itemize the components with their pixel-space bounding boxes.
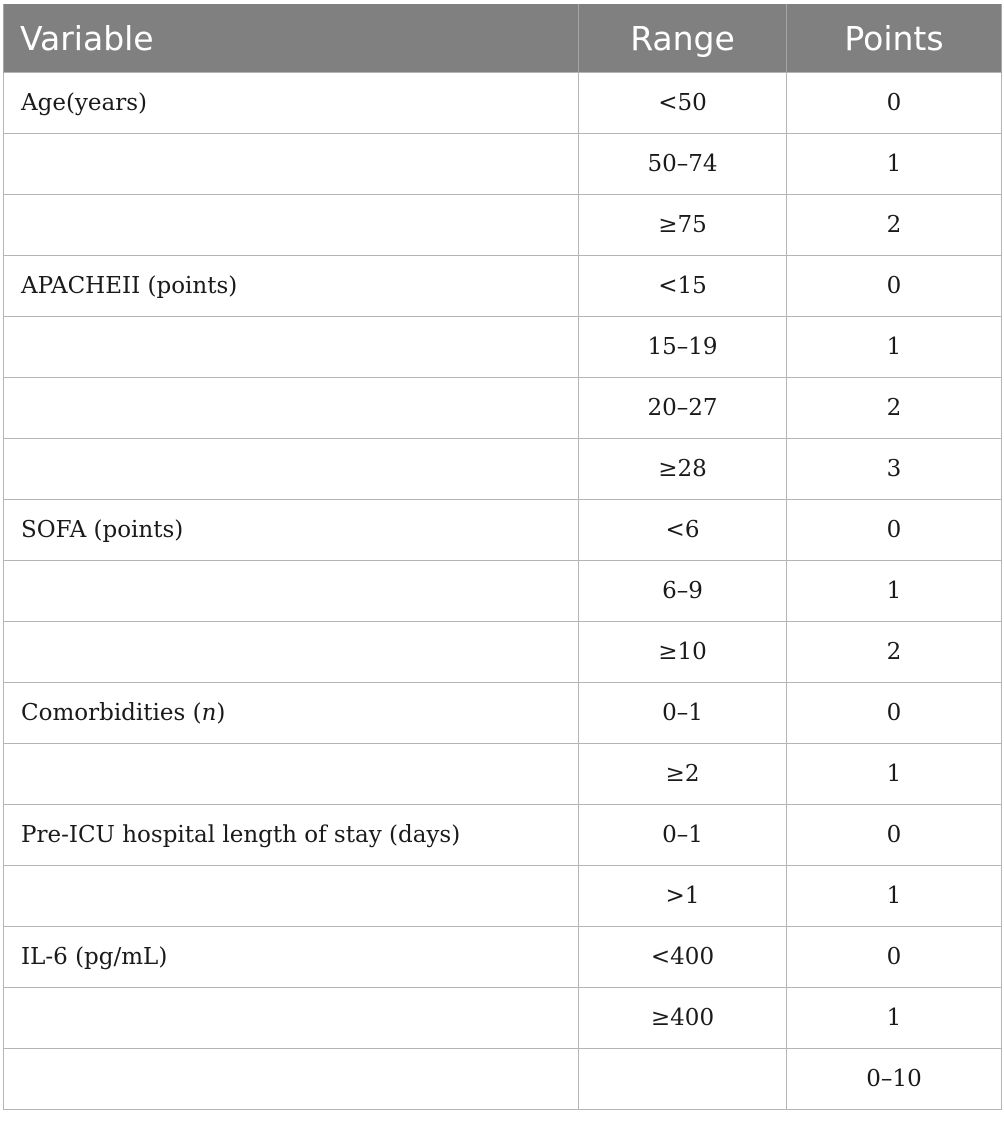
- table-row: [4, 927, 1002, 988]
- table-row: [4, 256, 1002, 317]
- cell-variable: [4, 561, 579, 622]
- table-row: [4, 378, 1002, 439]
- cell-range: 0–1: [579, 805, 787, 866]
- cell-range: 20–27: [579, 378, 787, 439]
- header-points: Points: [787, 4, 1002, 73]
- cell-points: 0: [787, 500, 1002, 561]
- table-row: [4, 622, 1002, 683]
- table-row: [4, 866, 1002, 927]
- cell-variable: [4, 439, 579, 500]
- cell-variable: SOFA (points): [4, 500, 579, 561]
- table-row: [4, 744, 1002, 805]
- cell-range: 6–9: [579, 561, 787, 622]
- cell-range: <15: [579, 256, 787, 317]
- header-variable: Variable: [4, 4, 579, 73]
- cell-points-total: 0–10: [787, 1049, 1002, 1110]
- cell-range: >1: [579, 866, 787, 927]
- cell-points: 0: [787, 683, 1002, 744]
- cell-range: <400: [579, 927, 787, 988]
- cell-variable: [4, 378, 579, 439]
- table-row: [4, 805, 1002, 866]
- cell-range: <50: [579, 73, 787, 134]
- cell-points: 2: [787, 378, 1002, 439]
- cell-variable: Age(years): [4, 73, 579, 134]
- cell-range: 15–19: [579, 317, 787, 378]
- cell-range: [579, 1049, 787, 1110]
- table-body: [4, 73, 1002, 1110]
- table-row: [4, 683, 1002, 744]
- table-row: [4, 500, 1002, 561]
- cell-points: 2: [787, 622, 1002, 683]
- table-row: [4, 317, 1002, 378]
- variable-italic-text: n: [201, 700, 217, 726]
- cell-variable: [4, 134, 579, 195]
- table-row: [4, 988, 1002, 1049]
- cell-variable: [4, 622, 579, 683]
- cell-points: 1: [787, 561, 1002, 622]
- cell-range: ≥75: [579, 195, 787, 256]
- table-row: [4, 134, 1002, 195]
- cell-variable: [4, 988, 579, 1049]
- table-row: [4, 439, 1002, 500]
- cell-points: 2: [787, 195, 1002, 256]
- cell-range: 50–74: [579, 134, 787, 195]
- cell-range: 0–1: [579, 683, 787, 744]
- variable-text-after: ): [216, 700, 226, 726]
- table-row: [4, 73, 1002, 134]
- cell-points: 1: [787, 744, 1002, 805]
- cell-variable: Pre-ICU hospital length of stay (days): [4, 805, 579, 866]
- cell-range: ≥400: [579, 988, 787, 1049]
- table-row: [4, 561, 1002, 622]
- cell-points: 1: [787, 988, 1002, 1049]
- cell-range: ≥2: [579, 744, 787, 805]
- cell-variable: APACHEII (points): [4, 256, 579, 317]
- cell-variable: [4, 866, 579, 927]
- cell-variable: [4, 1049, 579, 1110]
- cell-points: 0: [787, 256, 1002, 317]
- cell-points: 0: [787, 927, 1002, 988]
- cell-variable: [4, 195, 579, 256]
- score-table: [3, 4, 1002, 1110]
- cell-range: ≥10: [579, 622, 787, 683]
- cell-range: ≥28: [579, 439, 787, 500]
- cell-points: 0: [787, 805, 1002, 866]
- cell-variable: IL-6 (pg/mL): [4, 927, 579, 988]
- cell-range: <6: [579, 500, 787, 561]
- cell-points: 3: [787, 439, 1002, 500]
- table-row: [4, 195, 1002, 256]
- cell-variable: [4, 683, 579, 744]
- cell-points: 0: [787, 73, 1002, 134]
- cell-points: 1: [787, 317, 1002, 378]
- cell-points: 1: [787, 866, 1002, 927]
- cell-points: 1: [787, 134, 1002, 195]
- table-header: [4, 4, 1002, 73]
- cell-variable: [4, 317, 579, 378]
- cell-variable: [4, 744, 579, 805]
- table-row-total: [4, 1049, 1002, 1110]
- header-range: Range: [579, 4, 787, 73]
- variable-text: Comorbidities (: [21, 700, 202, 726]
- header-row: [4, 4, 1002, 73]
